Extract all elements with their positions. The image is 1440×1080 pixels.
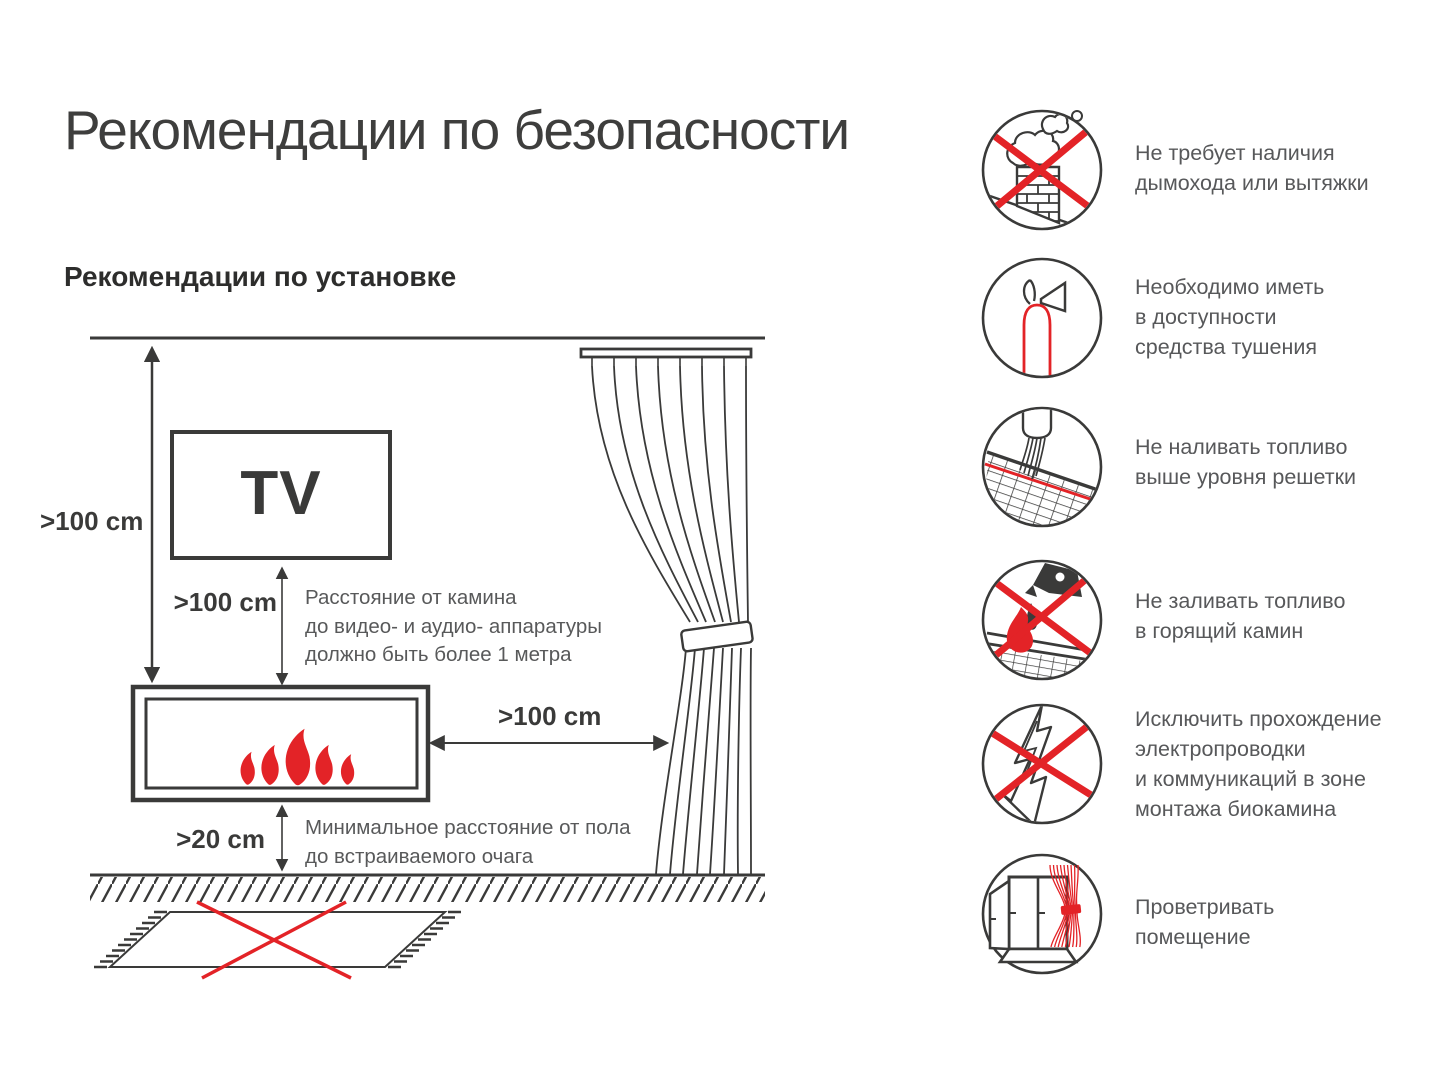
- no-refill-burning-icon: [979, 557, 1105, 683]
- safety-caption-ventilate: Проветривать помещение: [1135, 895, 1275, 949]
- no-chimney-icon: [979, 107, 1105, 233]
- page-title: Рекомендации по безопасности: [64, 99, 850, 161]
- fuel-level-icon: [979, 404, 1105, 530]
- safety-caption-no-refill: Не заливать топливо в горящий камин: [1135, 589, 1346, 643]
- fireplace-inner-frame: [146, 699, 417, 788]
- floor-hatching: [90, 877, 765, 902]
- section-title: Рекомендации по установке: [64, 261, 457, 292]
- tv-distance-note: Расстояние от камина до видео- и аудио- аппаратуры должно быть более 1 метра: [305, 586, 603, 666]
- rug: [94, 902, 461, 978]
- curtain: [581, 349, 753, 874]
- curtain-rod: [581, 349, 751, 357]
- safety-caption-no-chimney: Не требует наличия дымохода или вытяжки: [1135, 141, 1369, 195]
- floor-distance-note: Минимальное расстояние от пола до встраиваемого очага: [305, 816, 631, 868]
- fire-extinguisher-icon: [979, 255, 1105, 381]
- ceiling-distance-label: >100 cm: [40, 506, 144, 536]
- no-wiring-icon: [979, 701, 1105, 827]
- fireplace-flames: [241, 729, 355, 785]
- safety-caption-fuel-level: Не наливать топливо выше уровня решетки: [1135, 435, 1357, 489]
- safety-caption-extinguisher: Необходимо иметь в доступности средства тушения: [1135, 275, 1325, 359]
- curtain-tieback: [681, 621, 753, 652]
- floor-distance-label: >20 cm: [176, 824, 265, 854]
- tv-distance-label: >100 cm: [173, 587, 277, 617]
- ventilate-icon: [979, 851, 1105, 977]
- fireplace-outer-frame: [133, 687, 428, 800]
- curtain-distance-label: >100 cm: [498, 701, 602, 731]
- tv-label: TV: [240, 459, 322, 528]
- safety-caption-no-wiring: Исключить прохождение электропроводки и коммуникаций в зоне монтажа биокамина: [1135, 707, 1382, 821]
